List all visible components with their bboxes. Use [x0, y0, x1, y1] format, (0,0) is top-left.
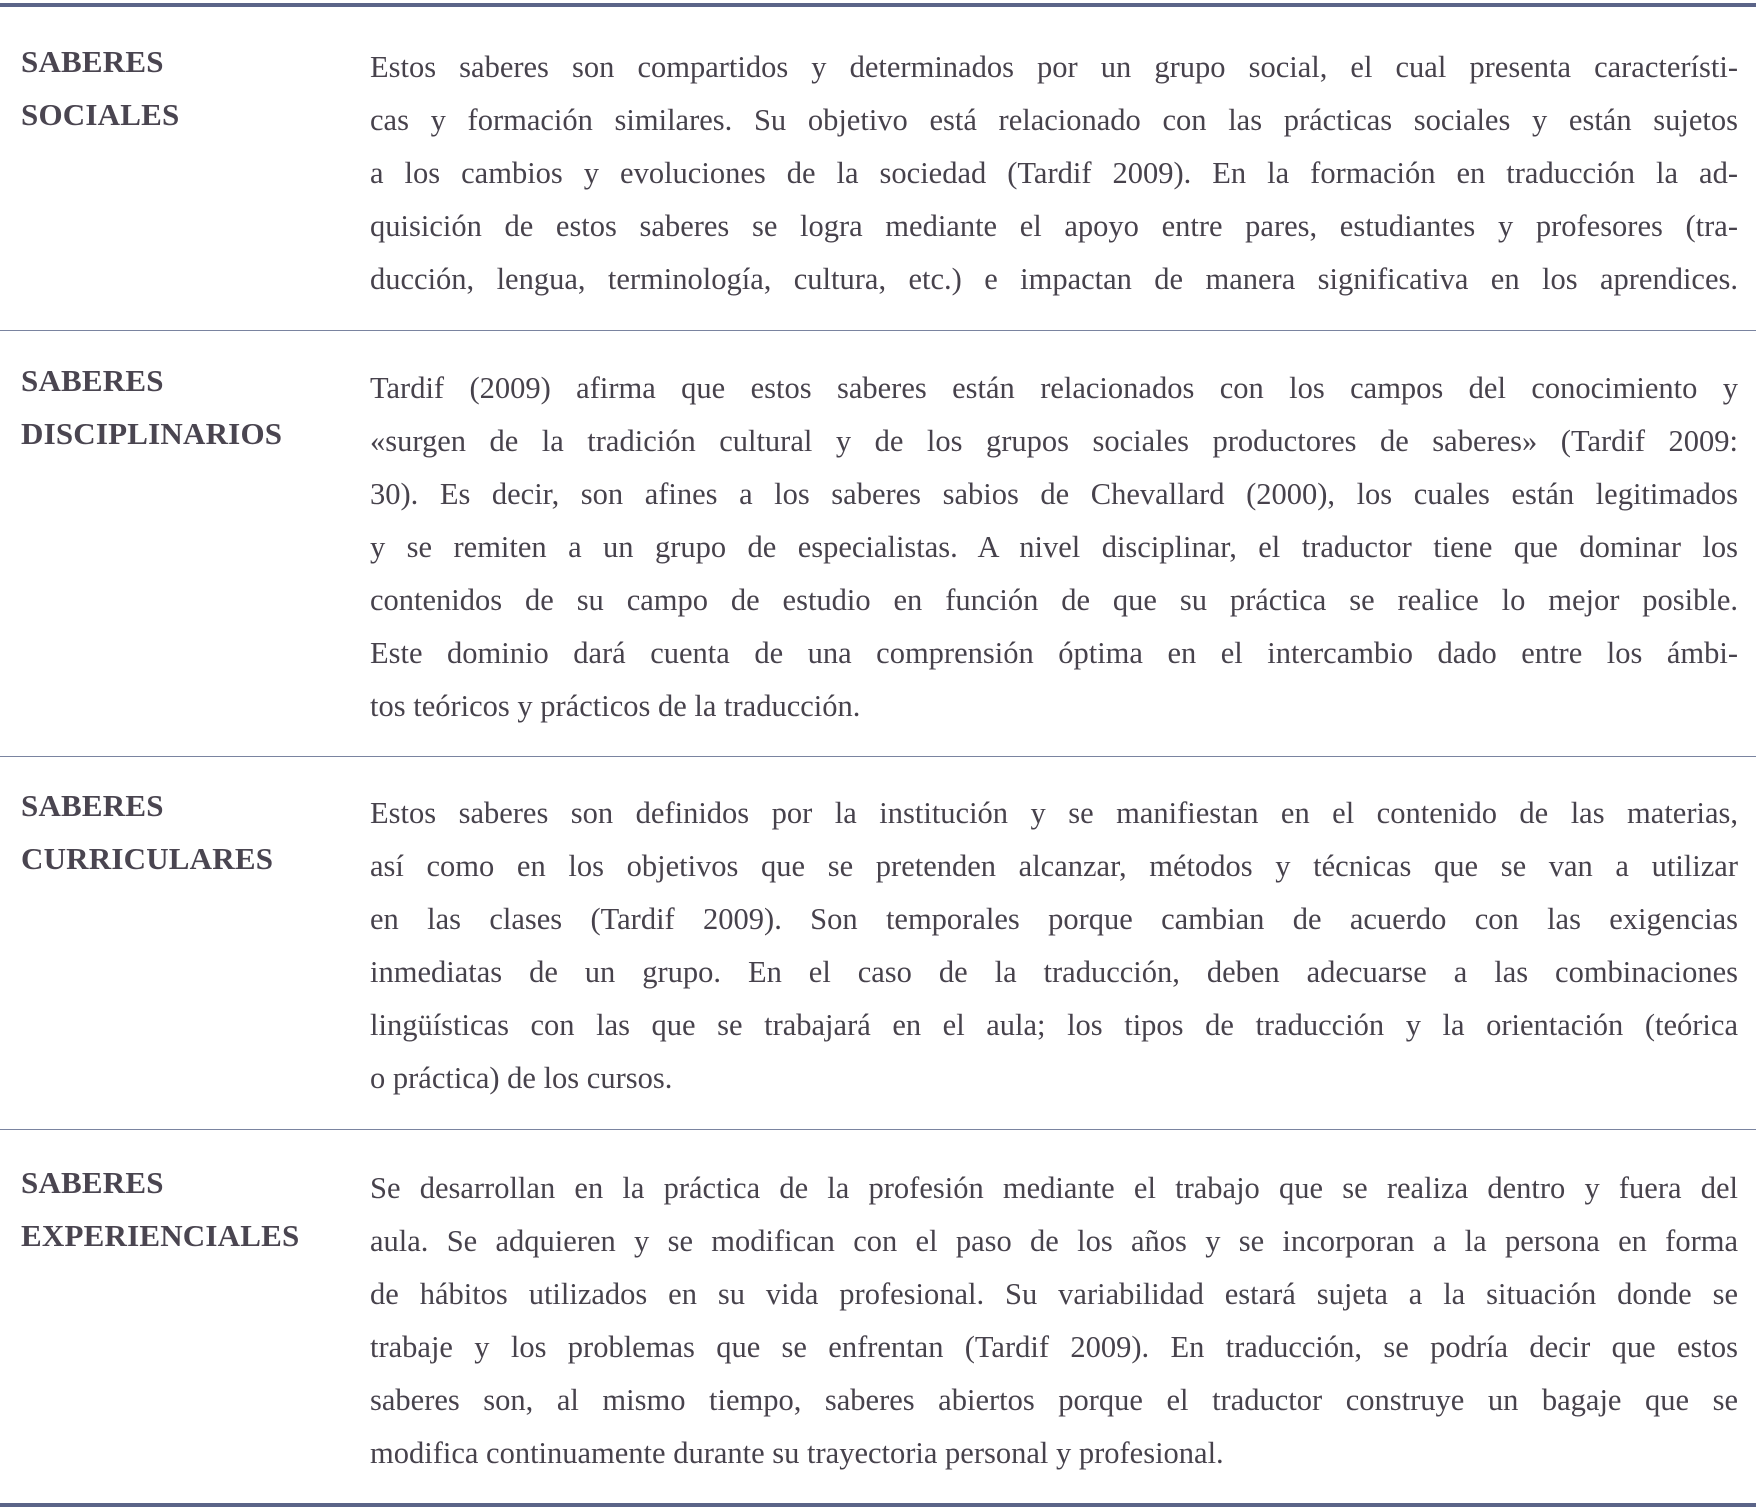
row-label [0, 1156, 350, 1503]
row-label-line: SABERES [21, 1165, 164, 1200]
row-description [350, 779, 1756, 1129]
table-row-saberes-sociales [0, 7, 1756, 330]
description-line: cas y formación similares. Su objetivo está relacionado con las prácticas sociales y están sujetos [370, 103, 1738, 137]
row-description [350, 354, 1756, 756]
description-line: 30). Es decir, son afines a los saberes sabios de Chevallard (2000), los cuales están legitimados [370, 477, 1738, 511]
table-row-saberes-disciplinarios [0, 330, 1756, 756]
row-label-line: CURRICULARES [21, 841, 274, 876]
description-line: contenidos de su campo de estudio en función de que su práctica se realice lo mejor posible. [370, 583, 1738, 617]
description-line: Estos saberes son compartidos y determinados por un grupo social, el cual presenta característi- [370, 50, 1738, 84]
description-line: saberes son, al mismo tiempo, saberes abiertos porque el traductor construye un bagaje que se [370, 1383, 1738, 1417]
description-line: modifica continuamente durante su trayectoria personal y profesional. [370, 1436, 1224, 1470]
description-line: Se desarrollan en la práctica de la profesión mediante el trabajo que se realiza dentro y fuera del [370, 1171, 1738, 1205]
row-description [350, 1156, 1756, 1503]
description-line: ducción, lengua, terminología, cultura, etc.) e impactan de manera significativa en los aprendices. [370, 262, 1738, 296]
row-label-line: DISCIPLINARIOS [21, 416, 283, 451]
description-line: trabaje y los problemas que se enfrentan (Tardif 2009). En traducción, se podría decir que estos [370, 1330, 1738, 1364]
description-line: de hábitos utilizados en su vida profesional. Su variabilidad estará sujeta a la situación donde se [370, 1277, 1738, 1311]
description-line: quisición de estos saberes se logra mediante el apoyo entre pares, estudiantes y profesores (tra- [370, 209, 1738, 243]
description-line: Este dominio dará cuenta de una comprensión óptima en el intercambio dado entre los ámbi- [370, 636, 1738, 670]
row-label [0, 779, 350, 1129]
description-line: aula. Se adquieren y se modifican con el paso de los años y se incorporan a la persona en forma [370, 1224, 1738, 1258]
saberes-table [0, 3, 1756, 1507]
description-line: lingüísticas con las que se trabajará en el aula; los tipos de traducción y la orientación (teórica [370, 1008, 1738, 1042]
row-label [0, 354, 350, 756]
row-label-line: SOCIALES [21, 97, 180, 132]
description-line: en las clases (Tardif 2009). Son temporales porque cambian de acuerdo con las exigencias [370, 902, 1738, 936]
row-description [350, 35, 1756, 330]
description-line: tos teóricos y prácticos de la traducción. [370, 689, 861, 723]
description-line: así como en los objetivos que se pretenden alcanzar, métodos y técnicas que se van a utilizar [370, 849, 1738, 883]
description-line: o práctica) de los cursos. [370, 1061, 673, 1095]
table-row-saberes-experienciales [0, 1129, 1756, 1503]
row-label-line: SABERES [21, 363, 164, 398]
description-line: Estos saberes son definidos por la institución y se manifiestan en el contenido de las materias, [370, 796, 1738, 830]
description-line: a los cambios y evoluciones de la sociedad (Tardif 2009). En la formación en traducción la ad- [370, 156, 1738, 190]
row-label [0, 35, 350, 330]
description-line: «surgen de la tradición cultural y de los grupos sociales productores de saberes» (Tardif 2009: [370, 424, 1738, 458]
description-line: y se remiten a un grupo de especialistas. A nivel disciplinar, el traductor tiene que dominar los [370, 530, 1738, 564]
row-label-line: SABERES [21, 44, 164, 79]
description-line: inmediatas de un grupo. En el caso de la traducción, deben adecuarse a las combinaciones [370, 955, 1738, 989]
description-line: Tardif (2009) afirma que estos saberes están relacionados con los campos del conocimiento y [370, 371, 1738, 405]
table-row-saberes-curriculares [0, 756, 1756, 1129]
row-label-line: EXPERIENCIALES [21, 1218, 300, 1253]
row-label-line: SABERES [21, 788, 164, 823]
